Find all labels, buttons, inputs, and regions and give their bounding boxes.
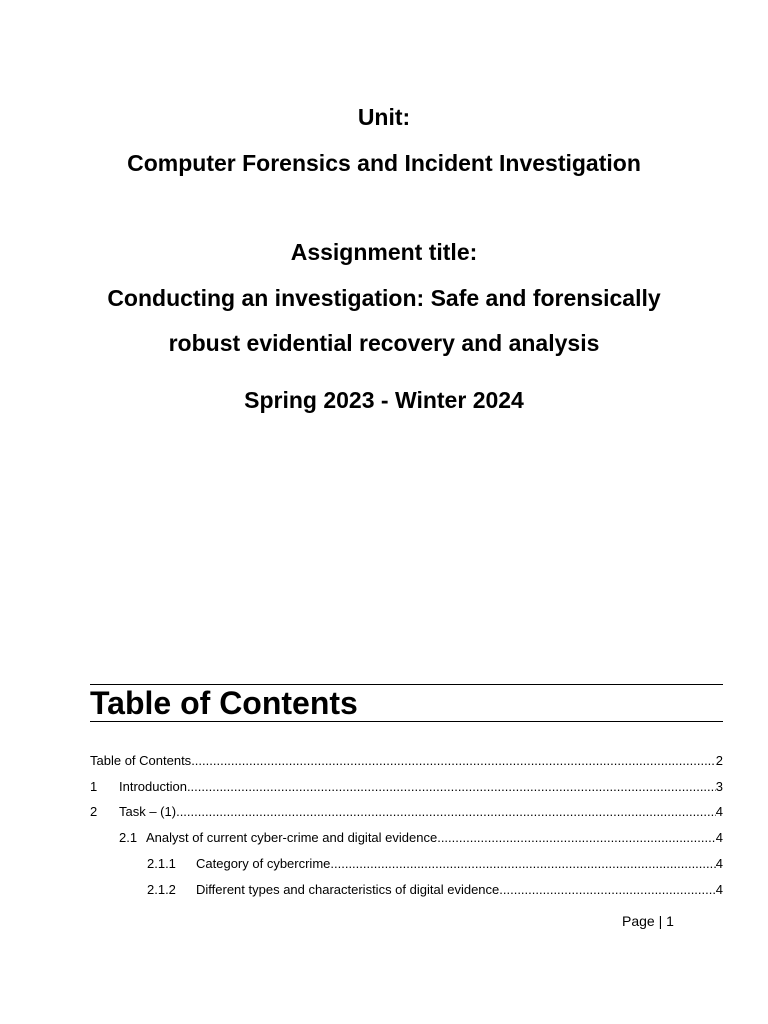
toc-entry[interactable]	[119, 829, 723, 847]
toc-entry[interactable]	[147, 855, 723, 873]
toc-entry-page: 4	[715, 882, 723, 897]
toc-entry[interactable]	[90, 803, 723, 821]
toc-entry-text: Category of cybercrime	[196, 856, 331, 871]
toc-dot-leader	[191, 752, 716, 770]
toc-entry-number: 2.1.2	[147, 882, 176, 897]
toc-entry-page: 4	[715, 804, 723, 819]
assignment-label: Assignment title:	[290, 239, 478, 265]
toc-bottom-rule	[90, 721, 723, 722]
unit-label: Unit:	[357, 104, 411, 130]
toc-entry-text: Table of Contents	[90, 753, 192, 768]
page-number-footer: Page | 1	[622, 913, 674, 929]
assignment-title-line-2: robust evidential recovery and analysis	[168, 330, 600, 356]
toc-entry-number: 1	[90, 779, 98, 794]
toc-heading: Table of Contents	[90, 685, 358, 721]
toc-entry-text: Task – (1)	[119, 804, 177, 819]
toc-entry-text: Analyst of current cyber-crime and digital evidence	[146, 830, 438, 845]
unit-name: Computer Forensics and Incident Investigation	[127, 150, 641, 176]
toc-entry[interactable]	[90, 778, 723, 796]
toc-entry[interactable]	[90, 752, 723, 770]
assignment-title-line-1: Conducting an investigation: Safe and forensically	[107, 285, 661, 311]
toc-dot-leader	[499, 881, 716, 899]
toc-entry-page: 4	[715, 856, 723, 871]
toc-entry-page: 2	[715, 753, 723, 768]
term: Spring 2023 - Winter 2024	[244, 387, 524, 413]
toc-dot-leader	[437, 829, 716, 847]
toc-entry-page: 4	[715, 830, 723, 845]
toc-entry-number: 2.1	[119, 830, 138, 845]
toc-dot-leader	[176, 803, 716, 821]
toc-entry[interactable]	[147, 881, 723, 899]
toc-entry-number: 2.1.1	[147, 856, 176, 871]
toc-entry-text: Different types and characteristics of digital evidence	[196, 882, 500, 897]
toc-dot-leader	[330, 855, 715, 873]
toc-entry-number: 2	[90, 804, 98, 819]
toc-dot-leader	[187, 778, 716, 796]
toc-entry-page: 3	[715, 779, 723, 794]
toc-entry-text: Introduction	[119, 779, 187, 794]
